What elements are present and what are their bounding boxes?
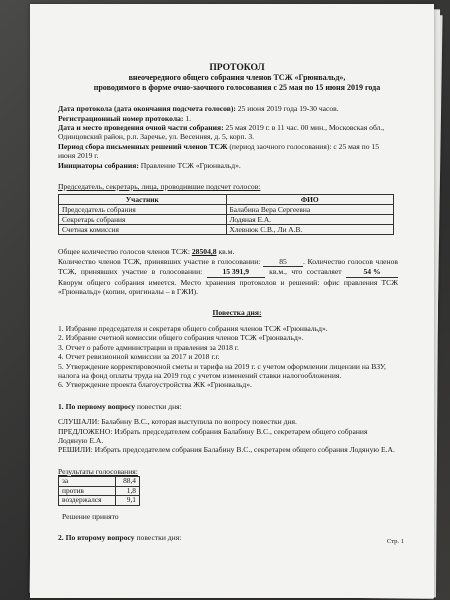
q2-heading: 2. По второму вопросу повестки дня: — [58, 533, 182, 543]
table-cell: 88,4 — [115, 477, 139, 487]
list-item: 4. Отчет ревизионной комиссии за 2017 и 2018 г.г. — [58, 352, 220, 362]
table-cell: воздержался — [59, 496, 116, 506]
q1-results-title: Результаты голосования: — [58, 466, 138, 476]
list-item: 1. Избрание председателя и секретаря общего собрания членов ТСЖ «Грюнвальд». — [58, 323, 328, 333]
table-cell: за — [59, 477, 116, 487]
q1-resolved: РЕШИЛИ: Избрать председателем собрания Балабину В.С., секретарем общего собрания Лодяную Е.А. — [58, 445, 395, 455]
agenda-title: Повестка дня: — [212, 308, 262, 318]
table-cell: Балабина Вера Сергеевна — [226, 205, 394, 215]
table-cell: Секретарь собрания — [59, 215, 227, 225]
officials-table — [58, 194, 394, 235]
meta-period: Период сбора письменных решений членов ТСЖ (период заочного голосования): с 25 мая по 15 июня 2019 г. — [58, 141, 380, 161]
page-number: Стр. 1 — [386, 537, 404, 545]
meta-initiators: Инициаторы собрания: Правление ТСЖ «Грюнвальд». — [58, 160, 241, 170]
meta-regnum: Регистрационный номер протокола: 1. — [58, 113, 192, 123]
q1-heard: СЛУШАЛИ: Балабину В.С., которая выступила по вопросу повестки дня. — [58, 417, 297, 427]
table-cell: 1,8 — [115, 486, 139, 496]
table-header-row — [59, 195, 394, 205]
meta-block — [58, 104, 394, 170]
table-cell: Председатель собрания — [59, 205, 227, 215]
table-row — [59, 477, 140, 487]
table-row — [59, 225, 394, 235]
list-item: 6. Утверждение проекта благоустройства ЖК «Грюнвальд». — [58, 380, 252, 390]
q1-decision: Решение принято — [62, 511, 119, 521]
doc-title: ПРОТОКОЛ — [209, 62, 265, 73]
q1-proposed: ПРЕДЛОЖЕНО: Избрать председателем собрания Балабину В.С., секретарем общего собрания Лодяную Е.А. — [58, 426, 368, 445]
table-header-cell: ФИО — [226, 195, 394, 205]
table-cell: против — [59, 486, 116, 496]
table-cell: 9,1 — [115, 496, 139, 506]
document-page — [30, 4, 434, 598]
table-cell: Счетная комиссия — [59, 225, 227, 235]
officials-intro: Председатель, секретарь, лица, проводившие подсчет голосов: — [58, 182, 261, 192]
votes-participants: Количество членов ТСЖ, принявших участие в голосовании: 85 . Количество голосов членов ТСЖ, принявших участие в голосовании: 15 391,9 кв.м., что составляет 54 % Кворум общего собрания имеется. Место хранения протоколов и решений: офис правления ТСЖ «Грюнвальд» (копии, оригиналы – в ГЖИ). — [58, 256, 398, 297]
agenda-list — [58, 324, 402, 390]
votes-block — [58, 247, 398, 296]
q1-heading: 1. По первому вопросу повестки дня: — [58, 401, 182, 411]
q1-results-table — [58, 476, 140, 506]
votes-total: Общее количество голосов членов ТСЖ: 28504,8 кв.м. — [58, 247, 235, 257]
list-item: 2. Избрание счетной комиссии общего собрания членов ТСЖ «Грюнвальд». — [58, 333, 304, 343]
table-row — [59, 205, 394, 215]
table-row — [59, 215, 394, 225]
list-item: 5. Утверждение корректировочной сметы и тарифа на 2019 г. с учетом оформлении лицензии на ВЗУ, налога на фонд оплаты труда на 2019 год с учетом изменений ставки налогообложения. — [58, 361, 386, 380]
list-item: 3. Отчет о работе администрации и правления за 2018 г. — [58, 342, 239, 352]
table-header-cell: Участник — [59, 195, 227, 205]
q1-body — [58, 417, 398, 455]
table-cell: Хлевнюк С.В., Ли А.В. — [226, 225, 394, 235]
meta-date: Дата протокола (дата окончания подсчета голосов): 25 июня 2019 года 19-30 часов. — [58, 104, 339, 114]
meta-place: Дата и место проведения очной части собрания: 25 мая 2019 г. в 11 час. 00 мин., Московская обл., Одинцовский район, р.п. Заречье, ул. Весенняя, д. 5, корп. 3. — [58, 123, 385, 142]
table-cell: Лодяная Е.А. — [226, 215, 394, 225]
doc-subtitle-2: проводимого в форме очно-заочного голосования с 25 мая по 15 июня 2019 года — [93, 82, 381, 92]
table-row — [59, 496, 140, 506]
doc-subtitle-1: внеочередного общего собрания членов ТСЖ «Грюнвальд», — [128, 73, 346, 82]
